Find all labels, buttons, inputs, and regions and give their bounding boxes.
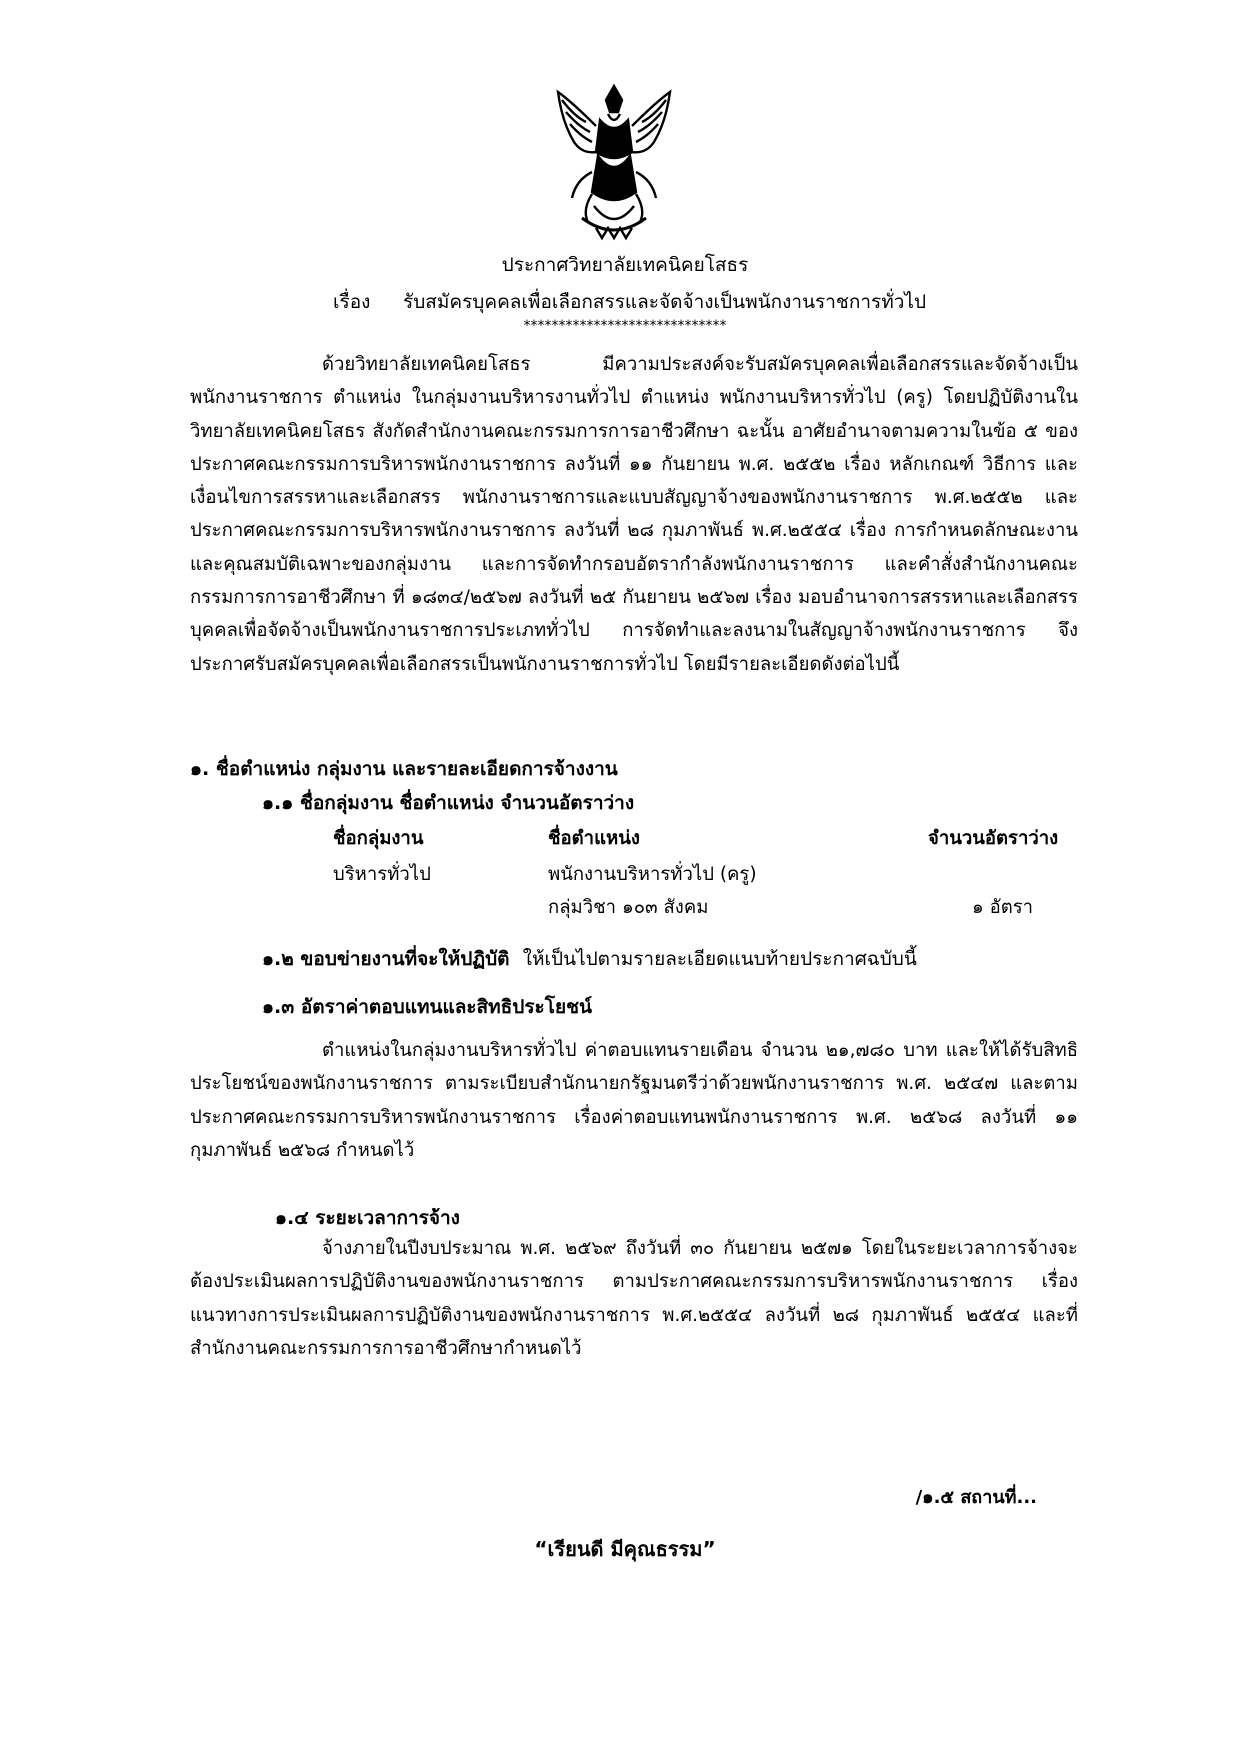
section-1-3-paragraph xyxy=(190,1034,1078,1167)
subject-label: เรื่อง xyxy=(333,291,371,313)
announcement-subject xyxy=(333,287,926,317)
table-cell-group: บริหารทั่วไป xyxy=(333,864,431,885)
subject-text: รับสมัครบุคคลเพื่อเลือกสรรและจัดจ้างเป็นพนักงานราชการทั่วไป xyxy=(403,291,927,313)
continuation-note: /๑.๕ สถานที่... xyxy=(915,1487,1037,1508)
intro-paragraph xyxy=(190,348,1078,681)
section-1-4-heading: ๑.๔ ระยะเวลาการจ้าง xyxy=(275,1207,460,1229)
table-header-group: ชื่อกลุ่มงาน xyxy=(333,828,424,849)
section-1-2-text: ให้เป็นไปตามรายละเอียดแนบท้ายประกาศฉบับนี้ xyxy=(522,948,917,970)
section-1-1-heading: ๑.๑ ชื่อกลุ่มงาน ชื่อตำแหน่ง จำนวนอัตราว่าง xyxy=(262,792,635,814)
table-header-count: จำนวนอัตราว่าง xyxy=(928,828,1059,849)
section-1-4-text: จ้างภายในปีงบประมาณ พ.ศ. ๒๕๖๙ ถึงวันที่ ๓๐ กันยายน ๒๕๗๑ โดยในระยะเวลาการจ้างจะต้องประเมินผลการปฏิบัติงานของพนักงานราชการ ตามประกาศคณะกรรมการบริหารพนักงานราชการ เรื่อง แนวทางการประเมินผลการปฏิบัติงานของพนักงานราชการ พ.ศ.๒๕๕๔ ลงวันที่ ๒๘ กุมภาพันธ์ ๒๕๕๔ และที่สำนักงานคณะกรรมการการอาชีวศึกษากำหนดไว้ xyxy=(190,1238,1078,1359)
section-1-3-text: ตำแหน่งในกลุ่มงานบริหารทั่วไป ค่าตอบแทนรายเดือน จำนวน ๒๑,๗๘๐ บาท และให้ได้รับสิทธิประโยชน์ของพนักงานราชการ ตามระเบียบสำนักนายกรัฐมนตรีว่าด้วยพนักงานราชการ พ.ศ. ๒๕๔๗ และตามประกาศคณะกรรมการบริหารพนักงานราชการ เรื่องค่าตอบแทนพนักงานราชการ พ.ศ. ๒๕๖๘ ลงวันที่ ๑๑ กุมภาพันธ์ ๒๕๖๘ กำหนดไว้ xyxy=(190,1040,1078,1161)
table-cell-position: พนักงานบริหารทั่วไป (ครู) xyxy=(548,864,757,885)
section-1-heading: ๑. ชื่อตำแหน่ง กลุ่มงาน และรายละเอียดการจ้างงาน xyxy=(190,758,618,780)
section-1-3-heading: ๑.๓ อัตราค่าตอบแทนและสิทธิประโยชน์ xyxy=(262,996,592,1018)
section-1-2 xyxy=(262,944,917,974)
section-1-2-heading: ๑.๒ ขอบข่ายงานที่จะให้ปฏิบัติ xyxy=(262,948,510,970)
table-header-position: ชื่อตำแหน่ง xyxy=(548,828,640,849)
intro-text: ด้วยวิทยาลัยเทคนิคยโสธร มีความประสงค์จะรับสมัครบุคคลเพื่อเลือกสรรและจัดจ้างเป็นพนักงานราชการ ตำแหน่ง ในกลุ่มงานบริหารงานทั่วไป ตำแหน่ง พนักงานบริหารทั่วไป (ครู) โดยปฏิบัติงานในวิทยาลัยเทคนิคยโสธร สังกัดสำนักงานคณะกรรมการการอาชีวศึกษา ฉะนั้น อาศัยอำนาจตามความในข้อ ๕ ของประกาศคณะกรรมการบริหารพนักงานราชการ ลงวันที่ ๑๑ กันยายน พ.ศ. ๒๕๕๒ เรื่อง หลักเกณฑ์ วิธีการ และเงื่อนไขการสรรหาและเลือกสรร พนักงานราชการและแบบสัญญาจ้างของพนักงานราชการ พ.ศ.๒๕๕๒ และประกาศคณะกรรมการบริหารพนักงานราชการ ลงวันที่ ๒๘ กุมภาพันธ์ พ.ศ.๒๕๕๔ เรื่อง การกำหนดลักษณะงานและคุณสมบัติเฉพาะของกลุ่มงาน และการจัดทำกรอบอัตรากำลังพนักงานราชการ และคำสั่งสำนักงานคณะกรรมการการอาชีวศึกษา ที่ ๑๘๓๔/๒๕๖๗ ลงวันที่ ๒๕ กันยายน ๒๕๖๗ เรื่อง มอบอำนาจการสรรหาและเลือกสรรบุคคลเพื่อจัดจ้างเป็นพนักงานราชการประเภททั่วไป การจัดทำและลงนามในสัญญาจ้างพนักงานราชการ จึงประกาศรับสมัครบุคคลเพื่อเลือกสรรเป็นพนักงานราชการทั่วไป โดยมีรายละเอียดดังต่อไปนี้ xyxy=(190,354,1078,675)
section-1-4-paragraph xyxy=(190,1232,1078,1365)
garuda-emblem-icon xyxy=(552,82,676,242)
announcement-title: ประกาศวิทยาลัยเทคนิคยโสธร xyxy=(501,254,749,276)
divider-stars: ***************************** xyxy=(523,318,727,334)
table-cell-count: ๑ อัตรา xyxy=(972,897,1034,918)
table-cell-subject-group: กลุ่มวิชา ๑๐๓ สังคม xyxy=(548,897,709,918)
college-motto: “เรียนดี มีคุณธรรม” xyxy=(534,1537,716,1561)
